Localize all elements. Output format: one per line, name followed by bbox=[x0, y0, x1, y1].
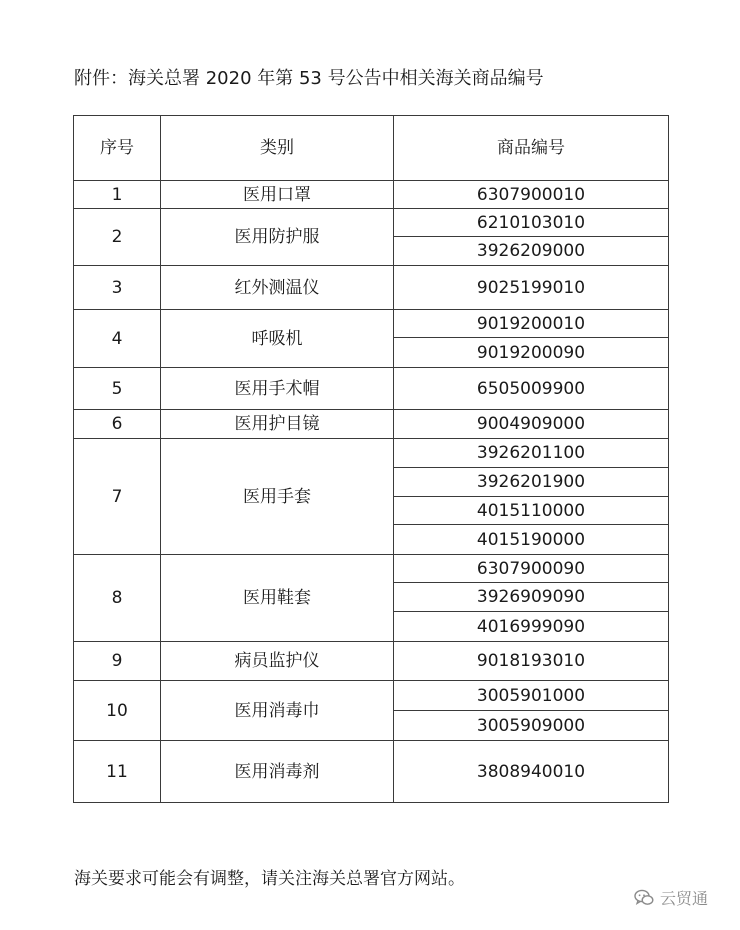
cell-category: 医用口罩 bbox=[161, 181, 394, 209]
cell-no: 4 bbox=[74, 310, 161, 368]
table-row bbox=[74, 181, 669, 209]
cell-category: 医用防护服 bbox=[161, 209, 394, 266]
cell-code: 6505009900 bbox=[394, 368, 669, 410]
table-row bbox=[74, 266, 669, 310]
cell-code: 6210103010 bbox=[394, 209, 669, 237]
column-header-code: 商品编号 bbox=[394, 116, 669, 181]
cell-code: 3926201100 bbox=[394, 439, 669, 468]
cell-code: 3005909000 bbox=[394, 711, 669, 741]
cell-code: 4015110000 bbox=[394, 497, 669, 525]
watermark bbox=[634, 886, 708, 909]
cell-no: 8 bbox=[74, 555, 161, 642]
cell-code: 4016999090 bbox=[394, 612, 669, 642]
table-row bbox=[74, 410, 669, 439]
cell-no: 1 bbox=[74, 181, 161, 209]
cell-code: 9004909000 bbox=[394, 410, 669, 439]
cell-category: 医用鞋套 bbox=[161, 555, 394, 642]
table-body bbox=[74, 181, 669, 803]
cell-category: 医用手术帽 bbox=[161, 368, 394, 410]
cell-category: 红外测温仪 bbox=[161, 266, 394, 310]
table-row bbox=[74, 681, 669, 711]
table-header-row bbox=[74, 116, 669, 181]
cell-category: 医用护目镜 bbox=[161, 410, 394, 439]
cell-code: 9019200010 bbox=[394, 310, 669, 338]
table-row bbox=[74, 642, 669, 681]
cell-no: 9 bbox=[74, 642, 161, 681]
cell-code: 4015190000 bbox=[394, 525, 669, 555]
column-header-no: 序号 bbox=[74, 116, 161, 181]
cell-no: 7 bbox=[74, 439, 161, 555]
table-row bbox=[74, 741, 669, 803]
cell-category: 呼吸机 bbox=[161, 310, 394, 368]
cell-no: 11 bbox=[74, 741, 161, 803]
cell-code: 3808940010 bbox=[394, 741, 669, 803]
cell-category: 病员监护仪 bbox=[161, 642, 394, 681]
document-heading: 附件：海关总署 2020 年第 53 号公告中相关海关商品编号 bbox=[74, 68, 544, 89]
cell-code: 3926909090 bbox=[394, 583, 669, 612]
cell-category: 医用手套 bbox=[161, 439, 394, 555]
cell-code: 3926209000 bbox=[394, 237, 669, 266]
watermark-text: 云贸通 bbox=[660, 889, 709, 908]
cell-no: 5 bbox=[74, 368, 161, 410]
table-row bbox=[74, 555, 669, 583]
table-row bbox=[74, 310, 669, 338]
table-row bbox=[74, 368, 669, 410]
cell-no: 2 bbox=[74, 209, 161, 266]
column-header-category: 类别 bbox=[161, 116, 394, 181]
cell-code: 3005901000 bbox=[394, 681, 669, 711]
cell-code: 6307900090 bbox=[394, 555, 669, 583]
commodity-code-table bbox=[73, 115, 669, 803]
table-row bbox=[74, 439, 669, 468]
wechat-icon bbox=[634, 889, 654, 906]
cell-code: 9025199010 bbox=[394, 266, 669, 310]
cell-no: 6 bbox=[74, 410, 161, 439]
cell-code: 9018193010 bbox=[394, 642, 669, 681]
cell-code: 3926201900 bbox=[394, 468, 669, 497]
table-row bbox=[74, 209, 669, 237]
footer-note: 海关要求可能会有调整，请关注海关总署官方网站。 bbox=[74, 869, 465, 889]
cell-code: 6307900010 bbox=[394, 181, 669, 209]
cell-code: 9019200090 bbox=[394, 338, 669, 368]
cell-no: 3 bbox=[74, 266, 161, 310]
cell-category: 医用消毒巾 bbox=[161, 681, 394, 741]
cell-no: 10 bbox=[74, 681, 161, 741]
cell-category: 医用消毒剂 bbox=[161, 741, 394, 803]
